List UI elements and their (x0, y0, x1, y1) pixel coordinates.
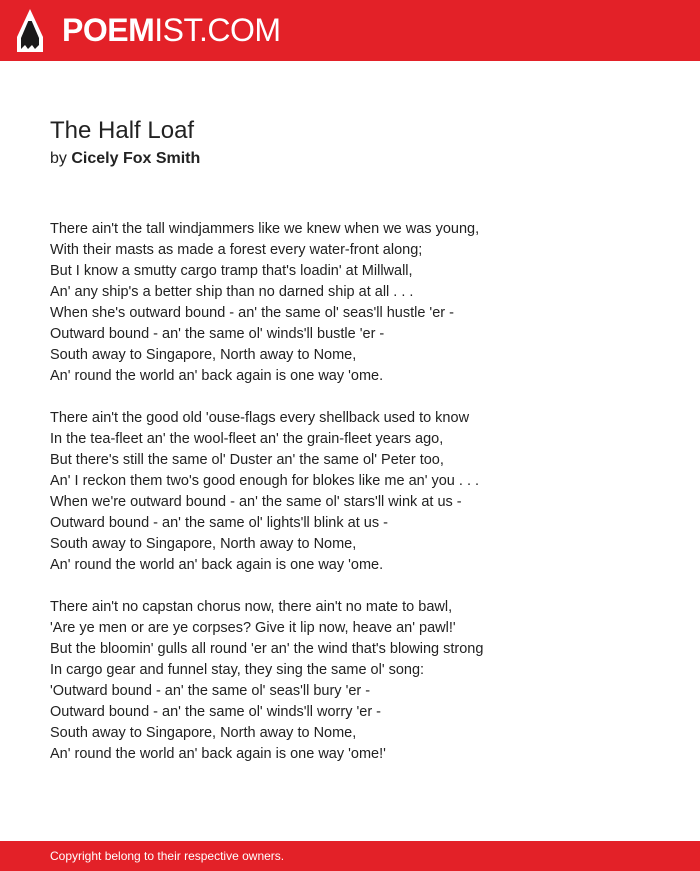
poem-author: Cicely Fox Smith (71, 150, 201, 167)
poem-line: But there's still the same ol' Duster an' the same ol' Peter too, (50, 452, 444, 468)
site-logo[interactable] (62, 12, 281, 48)
logo-light-text: IST.COM (154, 12, 281, 48)
poem-line: South away to Singapore, North away to Nome, (50, 347, 357, 363)
site-header (0, 0, 700, 61)
poem-line: In cargo gear and funnel stay, they sing the same ol' song: (50, 662, 425, 678)
poem-line: In the tea-fleet an' the wool-fleet an' the grain-fleet years ago, (50, 431, 444, 447)
site-footer (0, 841, 700, 871)
poem-line: Outward bound - an' the same ol' winds'll worry 'er - (50, 704, 382, 720)
poem-line: There ain't no capstan chorus now, there ain't no mate to bawl, (50, 599, 453, 615)
logo-bold-text: POEM (62, 12, 155, 48)
poem-line: 'Outward bound - an' the same ol' seas'll bury 'er - (50, 683, 371, 699)
poem-line: Outward bound - an' the same ol' lights'll blink at us - (50, 515, 388, 531)
poem-line: But the bloomin' gulls all round 'er an' the wind that's blowing strong (50, 641, 484, 657)
by-label: by (50, 150, 67, 167)
poem-line: An' any ship's a better ship than no darned ship at all . . . (50, 284, 414, 300)
poem-stanza (50, 219, 670, 387)
poem-line: There ain't the tall windjammers like we knew when we was young, (50, 221, 480, 237)
poem-line: But I know a smutty cargo tramp that's loadin' at Millwall, (50, 263, 413, 279)
poem-line: There ain't the good old 'ouse-flags every shellback used to know (50, 410, 470, 426)
copyright-text: Copyright belong to their respective owners. (50, 849, 285, 863)
poem-line: When she's outward bound - an' the same ol' seas'll hustle 'er - (50, 305, 454, 321)
poem-byline (50, 149, 200, 169)
poem-line: An' round the world an' back again is one way 'ome. (50, 557, 384, 573)
poem-line: South away to Singapore, North away to Nome, (50, 536, 357, 552)
poem-stanza (50, 408, 670, 576)
poem-title: The Half Loaf (50, 117, 195, 144)
poem-line: An' round the world an' back again is one way 'ome!' (50, 746, 386, 762)
poem-stanza (50, 597, 670, 765)
poem-body (50, 219, 670, 786)
pencil-icon[interactable] (17, 9, 43, 52)
poem-line: An' I reckon them two's good enough for blokes like me an' you . . . (50, 473, 480, 489)
poem-line: 'Are ye men or are ye corpses? Give it lip now, heave an' pawl!' (50, 620, 456, 636)
poem-line: Outward bound - an' the same ol' winds'll bustle 'er - (50, 326, 385, 342)
poem-line: When we're outward bound - an' the same ol' stars'll wink at us - (50, 494, 462, 510)
poem-line: South away to Singapore, North away to Nome, (50, 725, 357, 741)
poem-line: With their masts as made a forest every water-front along; (50, 242, 423, 258)
poem-line: An' round the world an' back again is one way 'ome. (50, 368, 384, 384)
